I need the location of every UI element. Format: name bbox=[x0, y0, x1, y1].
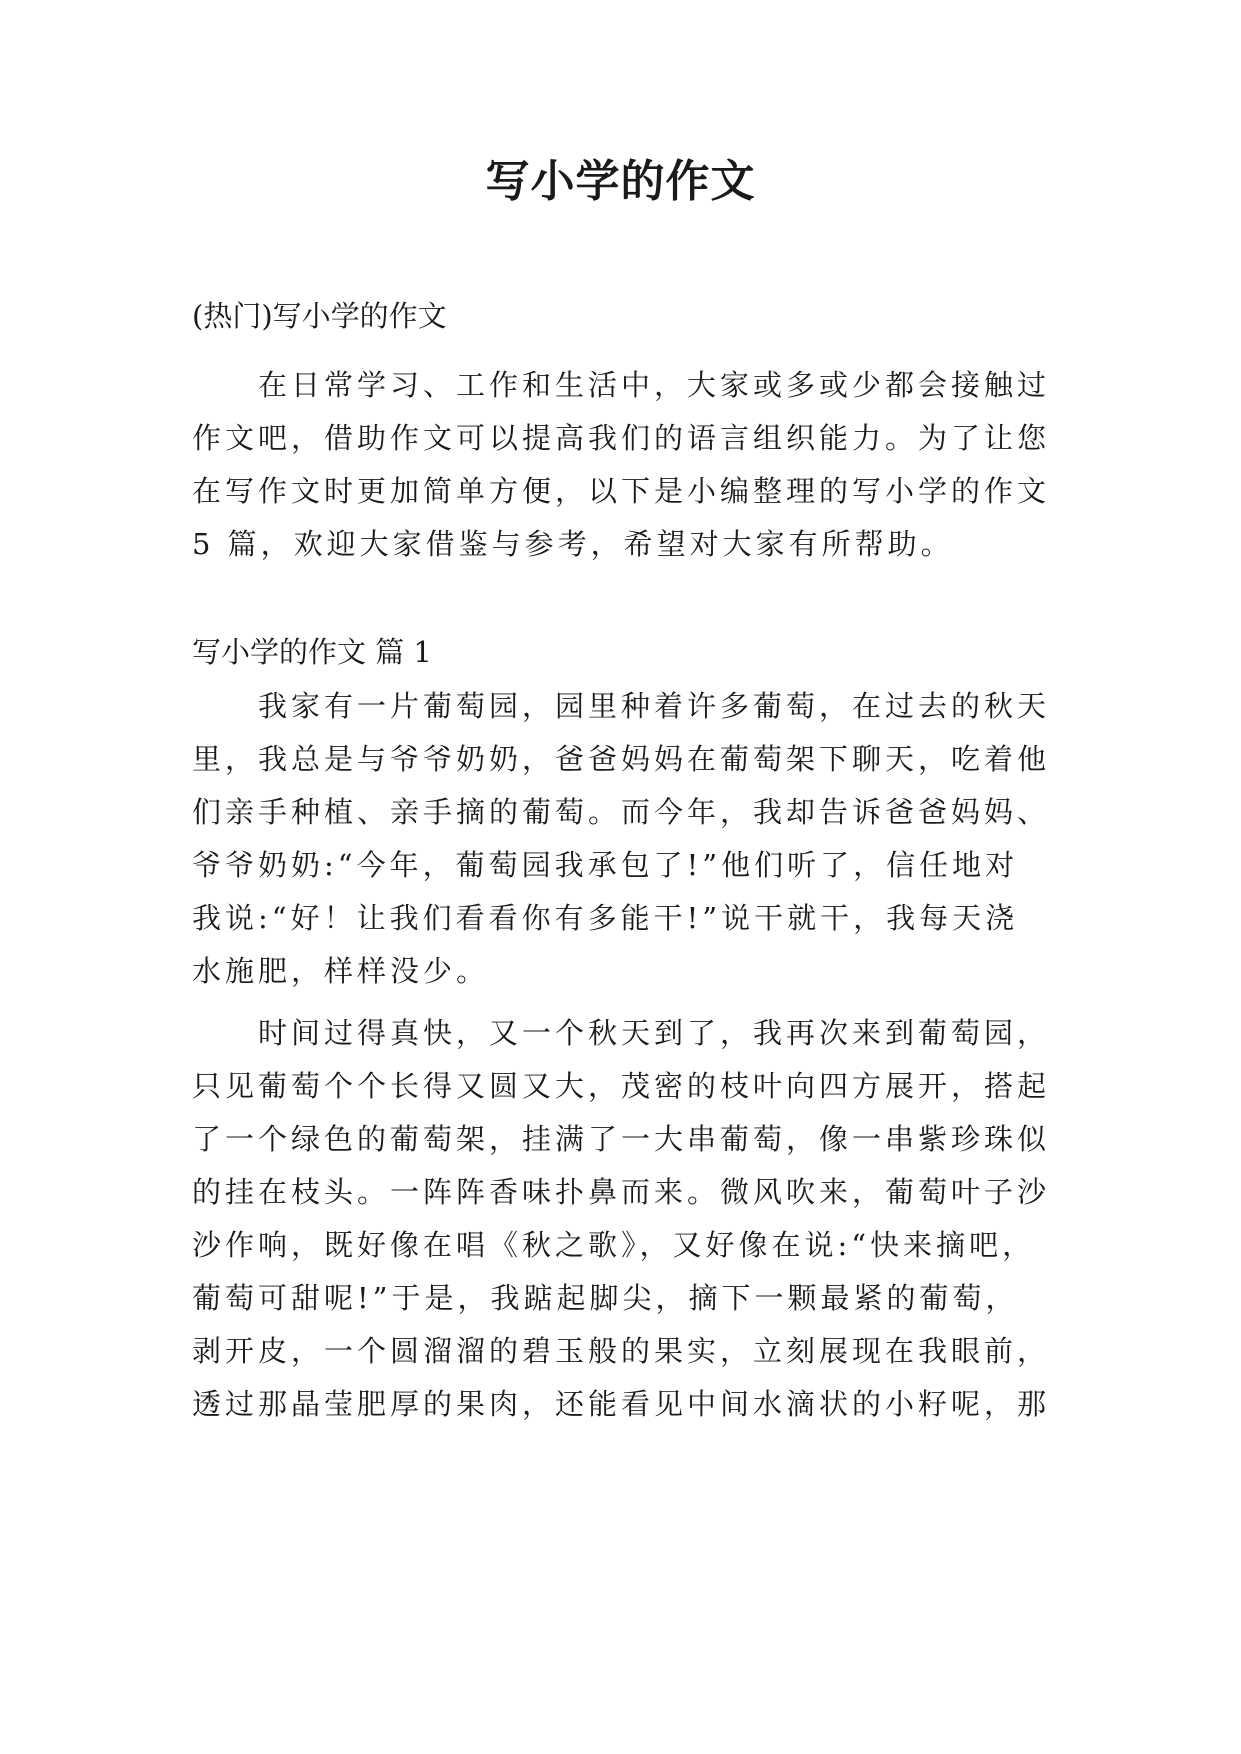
document-title: 写小学的作文 bbox=[485, 156, 756, 207]
document-page: 写小学的作文 (热门)写小学的作文 在日常学习、工作和生活中，大家或多或少都会接触过 作文吧，借助作文可以提高我们的语言组织能力。为了让您 在写作文时更加简单方便，以下是小编整理的写小学的作文 5 篇，欢迎大家借鉴与参考，希望对大家有所帮助。 写小学的作文 篇 1 我家有一片葡萄园，园里种着许多葡萄，在过去的秋天 里，我总是与爷爷奶奶，爸爸妈妈在葡萄架下聊天，吃着他 们亲手种植、亲手摘的葡萄。而今年，我却告诉爸爸妈妈、 爷爷奶奶:“今年，葡萄园我承包了!”他们听了，信任地对 我说:“好！让我们看看你有多能干!”说干就干，我每天浇 水施肥，样样没少。 时间过得真快，又一个秋天到了，我再次来到葡萄园， 只见葡萄个个长得又圆又大，茂密的枝叶向四方展开，搭起 了一个绿色的葡萄架，挂满了一大串葡萄，像一串紫珍珠似 的挂在枝头。一阵阵香味扑鼻而来。微风吹来，葡萄叶子沙 沙作响，既好像在唱《秋之歌》，又好像在说:“快来摘吧， 葡萄可甜呢!”于是，我踮起脚尖，摘下一颗最紧的葡萄， 剥开皮，一个圆溜溜的碧玉般的果实，立刻展现在我眼前， 透过那晶莹肥厚的果肉，还能看见中间水滴状的小籽呢，那 bbox=[0, 0, 1241, 1754]
